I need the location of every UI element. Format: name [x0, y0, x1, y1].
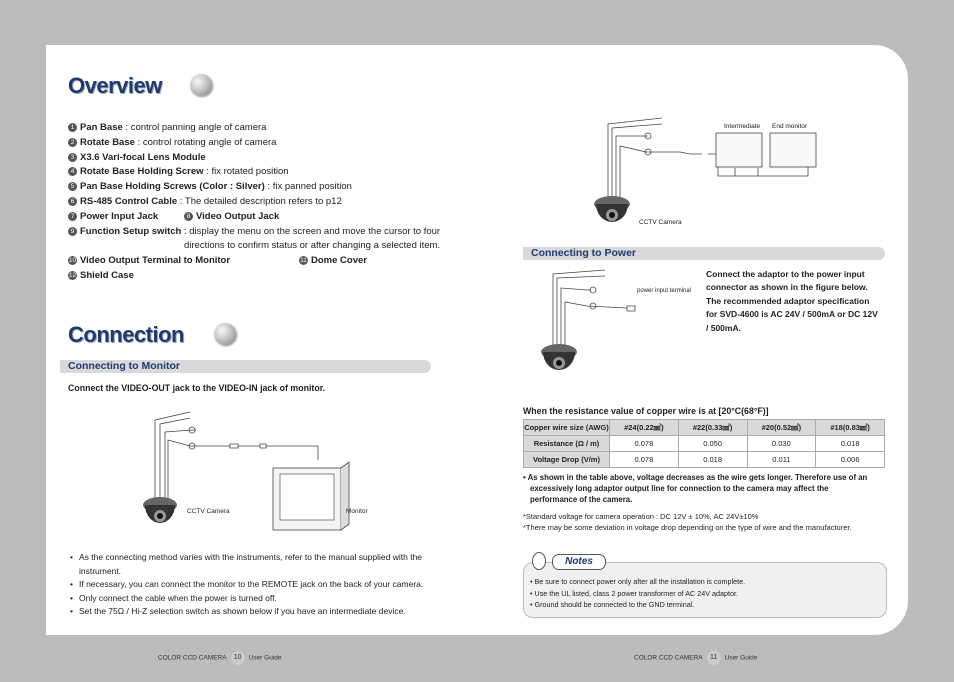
monitor-notes-list — [70, 551, 440, 619]
notes-list — [530, 576, 745, 611]
list-item: 1 Pan Base : control panning angle of camera — [68, 121, 438, 136]
list-item: 2 Rotate Base : control rotating angle of camera — [68, 136, 438, 151]
resistance-table — [523, 419, 885, 468]
footer-right: COLOR CCD CAMERA 11 User Guide — [634, 651, 758, 665]
connection-title: Connection — [68, 322, 184, 347]
footer-left: COLOR CCD CAMERA 10 User Guide — [158, 651, 282, 665]
power-connection-diagram — [535, 268, 645, 378]
camera-label: CCTV Camera — [187, 508, 230, 515]
end-monitor-label: End monitor — [772, 123, 808, 130]
list-item: 3 X3.6 Vari-focal Lens Module — [68, 151, 438, 166]
intermediate-connection-diagram — [590, 116, 820, 231]
list-item: • Set the 75Ω / Hi-Z selection switch as shown below if you have an intermediate device. — [70, 605, 440, 619]
list-item: • As the connecting method varies with the instruments, refer to the manual supplied with the instrument. — [70, 551, 440, 578]
list-item: 5 Pan Base Holding Screws (Color : Silver) : fix panned position — [68, 180, 438, 195]
standard-voltage-notes: *Standard voltage for camera operation : DC 12V ± 10%, AC 24V±10% *There may be some deviation in voltage drop depending on the type of wire and the manufacturer. — [523, 512, 852, 532]
monitor-intro: Connect the VIDEO-OUT jack to the VIDEO-IN jack of monitor. — [68, 383, 326, 393]
table-row: Resistance (Ω / m) 0.078 0.050 0.030 0.018 — [524, 436, 885, 452]
list-item-continued: directions to confirm status or after changing a selected item. — [184, 240, 441, 252]
list-item: 12 Shield Case — [68, 269, 134, 281]
connecting-to-power-bar: Connecting to Power — [523, 247, 885, 260]
notes-figure-icon — [532, 552, 546, 570]
overview-parts-list — [68, 121, 441, 284]
table-row: Voltage Drop (V/m) 0.078 0.018 0.011 0.006 — [524, 452, 885, 468]
monitor-label: Monitor — [346, 508, 368, 515]
connecting-to-monitor-bar: Connecting to Monitor — [60, 360, 431, 373]
list-item: 4 Rotate Base Holding Screw : fix rotated position — [68, 165, 438, 180]
list-item: 7 Power Input Jack 8 Video Output Jack — [68, 210, 438, 225]
list-item: 9 Function Setup switch : display the menu on the screen and move the cursor to four — [68, 225, 438, 240]
notes-title: Notes — [552, 554, 606, 570]
list-item: • Be sure to connect power only after all the installation is complete. — [530, 577, 746, 586]
power-instructions: Connect the adaptor to the power input connector as shown in the figure below. The recommended adaptor specification for SVD-4600 is AC 24V / 500mA or DC 12V / 500mA. — [706, 269, 878, 333]
list-item: • Only connect the cable when the power is turned off. — [70, 592, 440, 606]
table-header-row: Copper wire size (AWG) #24(0.22㎟) #22(0.33㎟) #20(0.52㎟) #18(0.83㎟) — [524, 420, 885, 436]
overview-title: Overview — [68, 73, 162, 98]
power-terminal-label: power input terminal — [637, 288, 692, 294]
list-item: • If necessary, you can connect the monitor to the REMOTE jack on the back of your camera. — [70, 578, 440, 592]
list-item: 10 Video Output Terminal to Monitor 11 Dome Cover — [68, 255, 367, 267]
monitor-connection-diagram — [140, 410, 360, 535]
title-ball-icon — [214, 323, 236, 345]
intermediate-label: Intermediate — [724, 123, 761, 130]
list-item: • Use the UL listed, class 2 power transformer of AC 24V adaptor. — [530, 588, 738, 598]
title-ball-icon — [190, 74, 212, 96]
table-title: When the resistance value of copper wire is at [20°C(68°F)] — [523, 406, 769, 416]
list-item: 6 RS-485 Control Cable : The detailed description refers to p12 — [68, 195, 438, 210]
right-camera-label: CCTV Camera — [639, 219, 682, 226]
list-item: • Ground should be connected to the GND terminal. — [530, 600, 695, 609]
table-note: • As shown in the table above, voltage decreases as the wire gets longer. Therefore use of an excessively long adaptor output line for connection to the camera may affect the performance of the camera. — [523, 473, 868, 504]
